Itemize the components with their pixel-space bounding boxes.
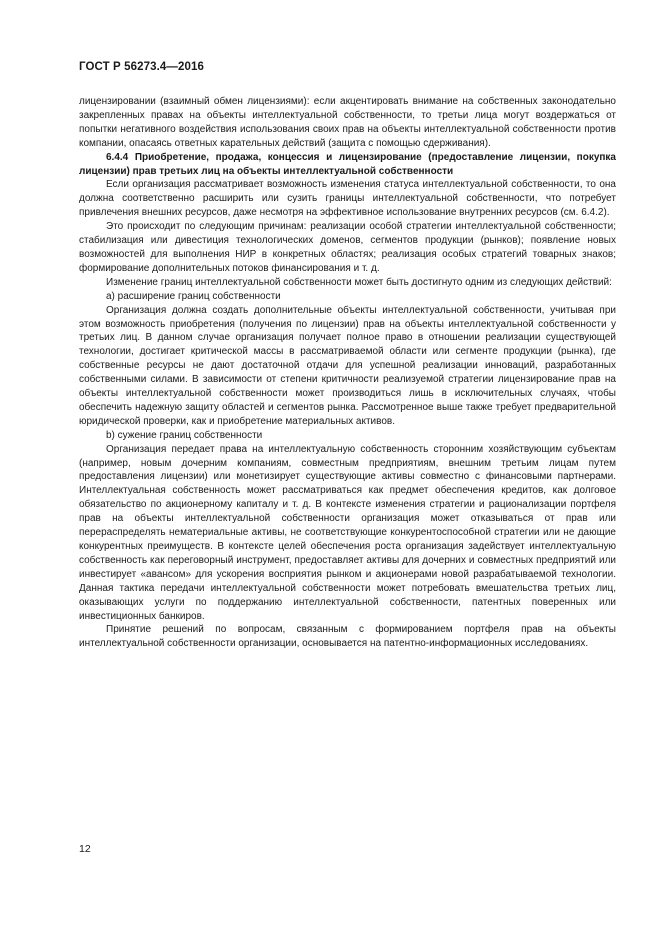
paragraph: Это происходит по следующим причинам: реализации особой стратегии интеллектуальной собственности; стабилизация или дивестиция технологических доменов, сегментов продукции (рынков); появление новых возможностей для выполнения НИР в конкретных областях; реализация особых стратегий товарных знаков; формирование дополнительных потоков финансирования и т. д. [79, 221, 616, 274]
document-header: ГОСТ Р 56273.4—2016 [79, 61, 204, 73]
paragraph: Если организация рассматривает возможность изменения статуса интеллектуальной собственности, то она должна соответственно расширить или сузить границы интеллектуальной собственности, что потребует привлечения внешних ресурсов, даже несмотря на эффективное использование внутренних ресурсов (см. 6.4.2). [79, 179, 616, 219]
list-item-label: a) расширение границ собственности [106, 290, 281, 302]
paragraph: Организация передает права на интеллектуальную собственность сторонним хозяйствующим субъектам (например, новым дочерним компаниям, совместным предприятиям, внешним третьим лицам путем предоставления лицензии) или монетизирует существующие активы совместно с финансовыми партнерами. Интеллектуальная собственность может рассматриваться как предмет обеспечения кредитов, как долговое обязательство по акционерному капиталу и т. д. В контексте изменения стратегии и рационализации портфеля прав на объекты интеллектуальной собственности организация может отказываться от прав или перераспределять нематериальные активы, не соответствующие конкурентоспособной стратегии или не дающие конкурентных преимуществ. В контексте целей обеспечения роста организация задействует интеллектуальную собственность как переговорный инструмент, предоставляет активы для дочерних и совместных предприятий или инвестирует «авансом» для ускорения восприятия рынком и акционерами новой разрабатываемой технологии. Данная тактика передачи интеллектуальной собственности может потребовать вмешательства третьих лиц, оказывающих услуги по поддержанию интеллектуальной собственности, патентных поверенных или инвестиционных банкиров. [79, 443, 616, 622]
section-heading: 6.4.4 Приобретение, продажа, концессия и лицензирование (предоставление лицензии, покупка лицензии) прав третьих лиц на объекты интеллектуальной собственности [79, 151, 616, 177]
paragraph: Принятие решений по вопросам, связанным с формированием портфеля прав на объекты интеллектуальной собственности организации, основывается на патентно-информационных исследованиях. [79, 624, 616, 650]
document-body [79, 95, 616, 651]
paragraph: Изменение границ интеллектуальной собственности может быть достигнуто одним из следующих действий: [106, 276, 612, 288]
paragraph-continuation: лицензировании (взаимный обмен лицензиями): если акцентировать внимание на собственных законодательно закрепленных правах на объекты интеллектуальной собственности, то третьи лица могут воздержаться от попытки негативного воздействия использования своих прав на объекты интеллектуальной собственности против компании, опасаясь ответных карательных действий (защита с помощью сдерживания). [79, 96, 616, 149]
paragraph: Организация должна создать дополнительные объекты интеллектуальной собственности, учитывая при этом возможность приобретения (получения по лицензии) прав на объекты интеллектуальной собственности у третьих лиц. В данном случае организация получает полное право в отношении реализации существующей технологии, достигает критической массы в рассматриваемой области или сегменте продукции (рынка), где собственные ресурсы не дают достаточной отдачи для успешной реализации инноваций, разработанных собственными силами. В зависимости от степени критичности реализуемой стратегии лицензирование прав на объекты интеллектуальной собственности может производиться лишь в исключительных случаях, чтобы обеспечить надежную защиту областей и сегментов рынка. Рассмотренное выше также требует предварительной юридической проверки, как и приобретение материальных активов. [79, 304, 616, 427]
page-number: 12 [79, 843, 91, 855]
list-item-label: b) сужение границ собственности [106, 429, 263, 441]
